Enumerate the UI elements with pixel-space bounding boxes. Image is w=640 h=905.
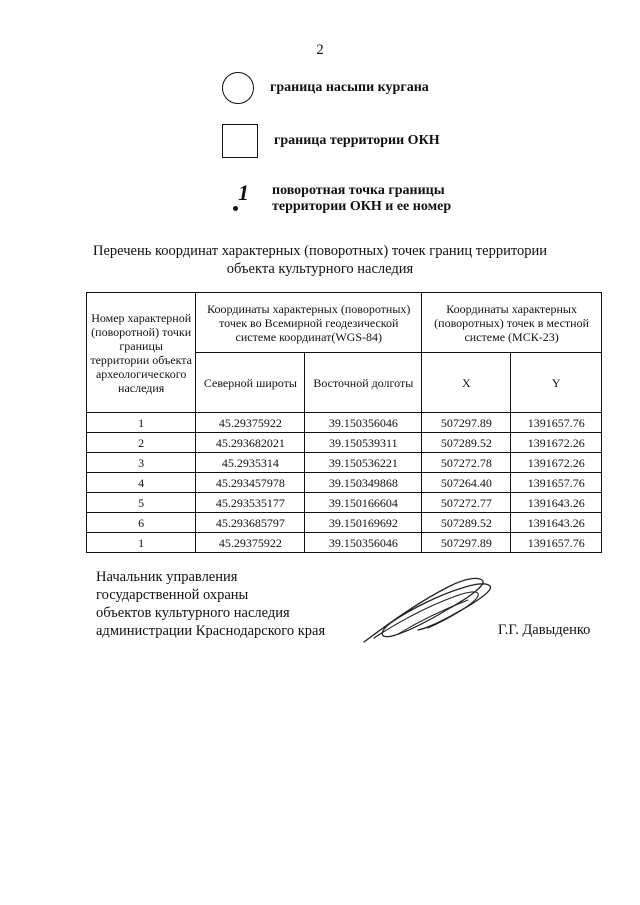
cell-y: 1391657.76 <box>511 473 602 493</box>
signoff-line: государственной охраны <box>96 587 249 603</box>
header-wgs84-group: Координаты характерных (поворотных) точек во Всемирной геодезической системе координат(WGS-84) <box>196 293 422 353</box>
handwritten-signature <box>358 572 498 650</box>
legend-label-line2: территории ОКН и ее номер <box>272 199 452 214</box>
cell-y: 1391672.26 <box>511 433 602 453</box>
cell-latitude: 45.293457978 <box>196 473 305 493</box>
cell-x: 507264.40 <box>422 473 511 493</box>
header-point-number: Номер характерной (поворотной) точки границы территории объекта археологического наследия <box>87 293 196 413</box>
cell-x: 507289.52 <box>422 513 511 533</box>
cell-longitude: 39.150166604 <box>305 493 422 513</box>
table-row <box>87 473 602 493</box>
table-row <box>87 533 602 553</box>
table-row <box>87 413 602 433</box>
cell-x: 507272.78 <box>422 453 511 473</box>
turning-point-icon <box>222 182 256 216</box>
cell-x: 507289.52 <box>422 433 511 453</box>
cell-point-number: 6 <box>87 513 196 533</box>
page-number: 2 <box>316 42 324 58</box>
cell-latitude: 45.29375922 <box>196 533 305 553</box>
legend-item-turning-point <box>222 182 451 216</box>
list-title-line2: объекта культурного наследия <box>226 261 414 277</box>
cell-y: 1391657.76 <box>511 533 602 553</box>
signer-name: Г.Г. Давыденко <box>498 622 591 638</box>
circle-icon <box>222 72 254 104</box>
cell-x: 507297.89 <box>422 413 511 433</box>
table-row <box>87 433 602 453</box>
signoff-line: объектов культурного наследия <box>96 605 290 621</box>
signoff-line: администрации Краснодарского края <box>96 623 326 639</box>
cell-latitude: 45.293682021 <box>196 433 305 453</box>
list-title <box>0 242 640 278</box>
cell-x: 507272.77 <box>422 493 511 513</box>
cell-point-number: 1 <box>87 413 196 433</box>
cell-point-number: 1 <box>87 533 196 553</box>
cell-y: 1391657.76 <box>511 413 602 433</box>
legend-label: граница территории ОКН <box>274 133 440 148</box>
cell-longitude: 39.150536221 <box>305 453 422 473</box>
cell-longitude: 39.150349868 <box>305 473 422 493</box>
cell-latitude: 45.293685797 <box>196 513 305 533</box>
signoff-position <box>96 568 325 640</box>
signoff-line: Начальник управления <box>96 569 238 585</box>
cell-point-number: 5 <box>87 493 196 513</box>
square-icon <box>222 124 258 158</box>
cell-longitude: 39.150356046 <box>305 413 422 433</box>
table-row <box>87 453 602 473</box>
cell-point-number: 3 <box>87 453 196 473</box>
cell-longitude: 39.150169692 <box>305 513 422 533</box>
cell-x: 507297.89 <box>422 533 511 553</box>
header-y: Y <box>511 353 602 413</box>
turning-point-number: 1 <box>238 180 249 205</box>
cell-latitude: 45.29375922 <box>196 413 305 433</box>
legend-label: граница насыпи кургана <box>270 80 429 95</box>
table-row <box>87 493 602 513</box>
legend-label-line1: поворотная точка границы <box>272 183 445 198</box>
cell-latitude: 45.2935314 <box>196 453 305 473</box>
legend-item-territory-boundary <box>222 124 440 158</box>
header-latitude: Северной широты <box>196 353 305 413</box>
cell-point-number: 2 <box>87 433 196 453</box>
legend-label <box>272 183 451 215</box>
table-row <box>87 513 602 533</box>
coordinates-table <box>86 292 602 553</box>
cell-y: 1391672.26 <box>511 453 602 473</box>
cell-y: 1391643.26 <box>511 513 602 533</box>
legend-item-mound-boundary <box>222 72 429 104</box>
list-title-line1: Перечень координат характерных (поворотных) точек границ территории <box>92 243 548 259</box>
header-longitude: Восточной долготы <box>305 353 422 413</box>
cell-point-number: 4 <box>87 473 196 493</box>
cell-longitude: 39.150539311 <box>305 433 422 453</box>
cell-longitude: 39.150356046 <box>305 533 422 553</box>
cell-y: 1391643.26 <box>511 493 602 513</box>
header-msk23-group: Координаты характерных (поворотных) точек в местной системе (МСК-23) <box>422 293 602 353</box>
header-x: X <box>422 353 511 413</box>
cell-latitude: 45.293535177 <box>196 493 305 513</box>
